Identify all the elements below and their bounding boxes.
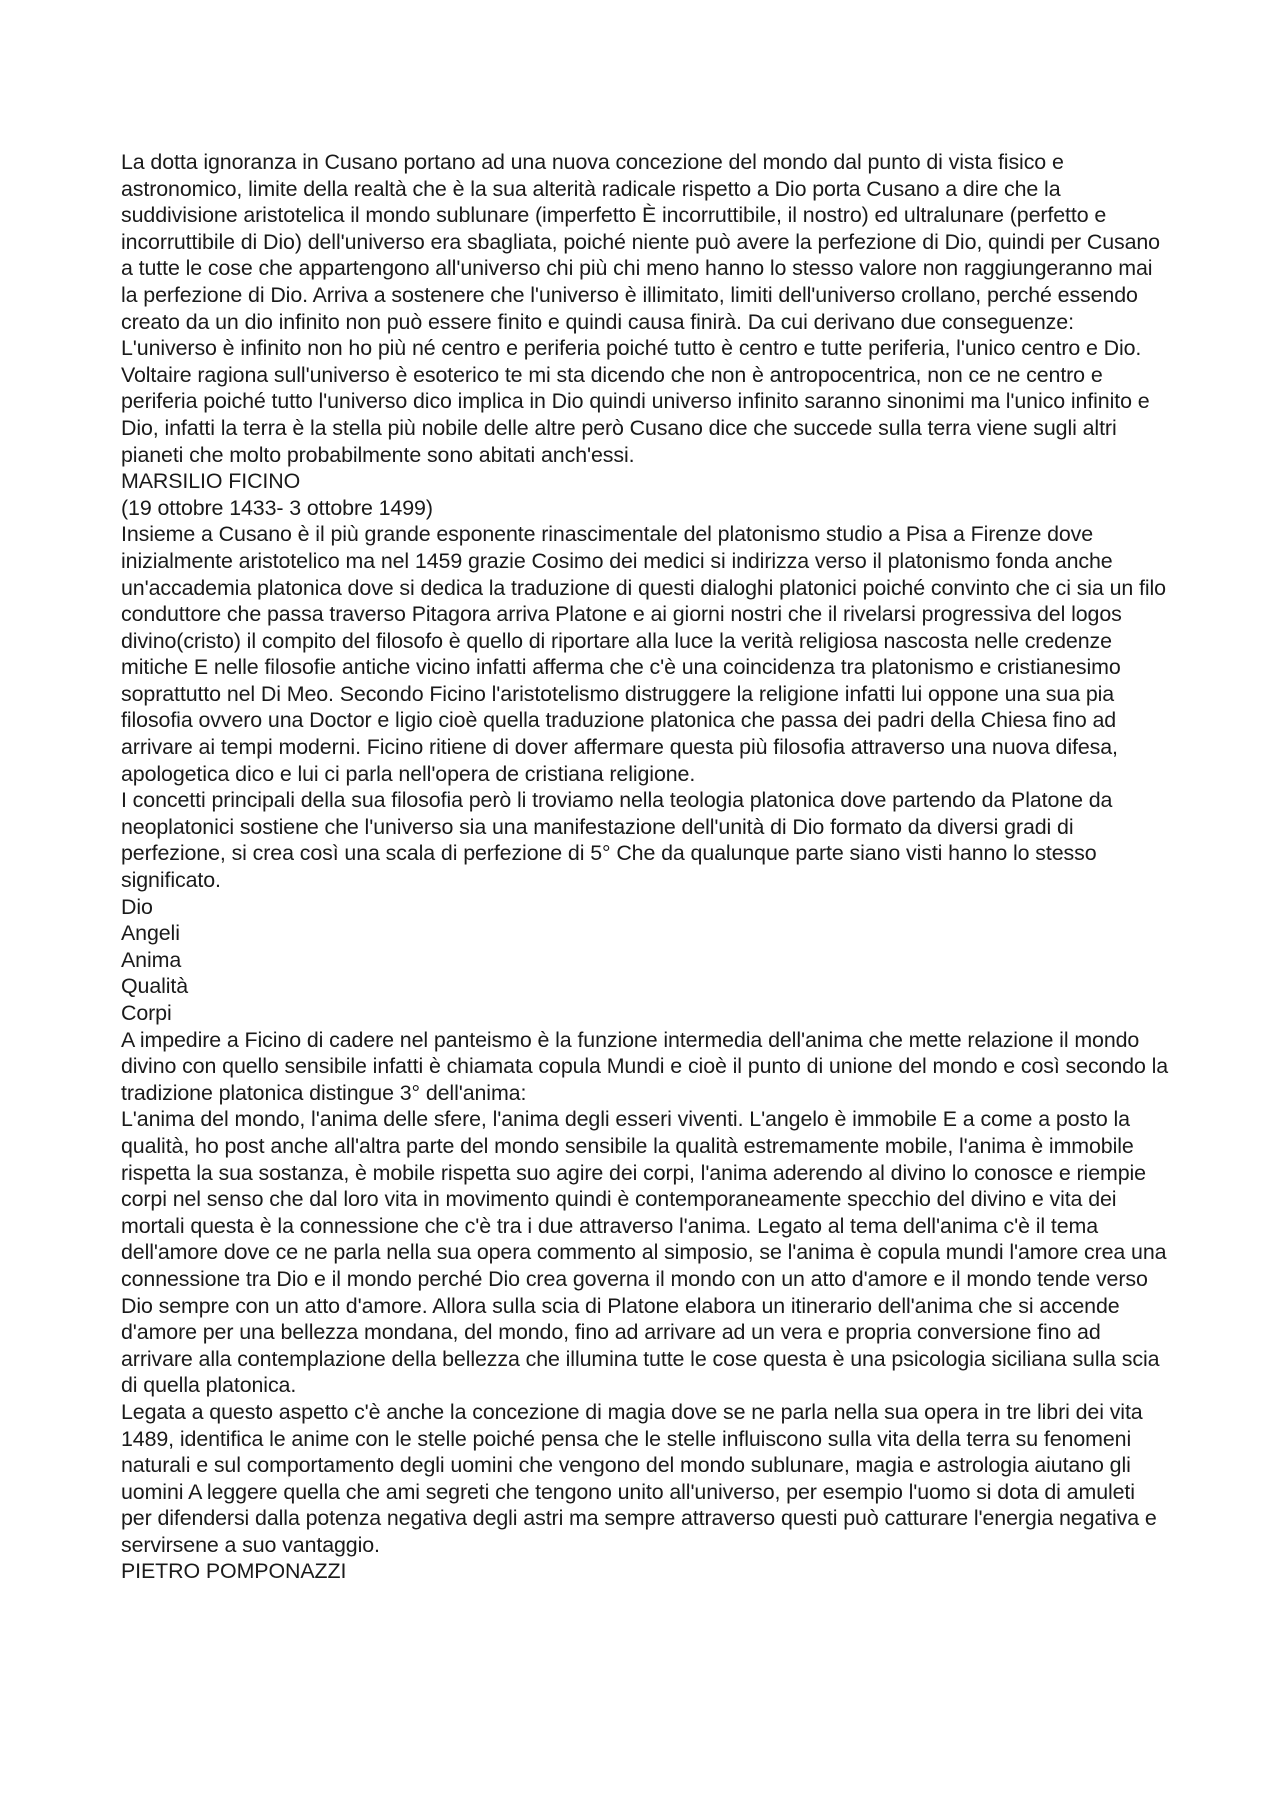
paragraph-cusano-cosmology: La dotta ignoranza in Cusano portano ad una nuova concezione del mondo dal punto di vista fisico e astronomico, limite della realtà che è la sua alterità radicale rispetto a Dio porta Cusano a dire che la suddivisione aristotelica il mondo sublunare (imperfetto È incorruttibile, il nostro) ed ultralunare (perfetto e incorruttibile di Dio) dell'universo era sbagliata, poiché niente può avere la perfezione di Dio, quindi per Cusano a tutte le cose che appartengono all'universo chi più chi meno hanno lo stesso valore non raggiungeranno mai la perfezione di Dio. Arriva a sostenere che l'universo è illimitato, limiti dell'universo crollano, perché essendo creato da un dio infinito non può essere finito e quindi causa finirà. Da cui derivano due conseguenze: L'universo è infinito non ho più né centro e periferia poiché tutto è centro e tutte periferia, l'unico centro e Dio.: [121, 150, 1160, 361]
paragraph-anima-amore: L'anima del mondo, l'anima delle sfere, l'anima degli esseri viventi. L'angelo è immobile E a come a posto la qualità, ho post anche all'altra parte del mondo sensibile la qualità estremamente mobile, l'anima è immobile rispetta la sua sostanza, è mobile rispetta suo agire dei corpi, l'anima aderendo al divino lo conosce e riempie corpi nel senso che dal loro vita in movimento quindi è contemporaneamente specchio del divino e vita dei mortali questa è la connessione che c'è tra i due attraverso l'anima. Legato al tema dell'anima c'è il tema dell'amore dove ce ne parla nella sua opera commento al simposio, se l'anima è copula mundi l'amore crea una connessione tra Dio e il mondo perché Dio crea governa il mondo con un atto d'amore e il mondo tende verso Dio sempre con un atto d'amore. Allora sulla scia di Platone elabora un itinerario dell'anima che si accende d'amore per una bellezza mondana, del mondo, fino ad arrivare ad un vera e propria conversione fino ad arrivare alla contemplazione della bellezza che illumina tutte le cose questa è una psicologia siciliana sulla scia di quella platonica.: [121, 1107, 1167, 1398]
list-item-qualita: Qualità: [121, 974, 189, 999]
section-heading-pomponazzi: PIETRO POMPONAZZI: [121, 1559, 347, 1584]
section-heading-ficino: MARSILIO FICINO: [121, 469, 301, 494]
list-item-dio: Dio: [121, 894, 153, 919]
paragraph-ficino-theology: I concetti principali della sua filosofia però li troviamo nella teologia platonica dove partendo da Platone da neoplatonici sostiene che l'universo sia una manifestazione dell'unità di Dio formato da diversi gradi di perfezione, si crea così una scala di perfezione di 5° Che da qualunque parte siano visti hanno lo stesso significato.: [121, 788, 1113, 893]
list-item-anima: Anima: [121, 947, 182, 972]
paragraph-magia: Legata a questo aspetto c'è anche la concezione di magia dove se ne parla nella sua opera in tre libri dei vita 1489, identifica le anime con le stelle poiché pensa che le stelle influiscono sulla vita della terra su fenomeni naturali e sul comportamento degli uomini che vengono del mondo sublunare, magia e astrologia aiutano gli uomini A leggere quella che ami segreti che tengono unito all'universo, per esempio l'uomo si dota di amuleti per difendersi dalla potenza negativa degli astri ma sempre attraverso questi può catturare l'energia negativa e servirsene a suo vantaggio.: [121, 1399, 1157, 1557]
paragraph-copula-mundi: A impedire a Ficino di cadere nel panteismo è la funzione intermedia dell'anima che mette relazione il mondo divino con quello sensibile infatti è chiamata copula Mundi e cioè il punto di unione del mondo e così secondo la tradizione platonica distingue 3° dell'anima:: [121, 1027, 1169, 1105]
ficino-dates: (19 ottobre 1433- 3 ottobre 1499): [121, 495, 433, 520]
paragraph-ficino-platonism: Insieme a Cusano è il più grande esponente rinascimentale del platonismo studio a Pisa a Firenze dove inizialmente aristotelico ma nel 1459 grazie Cosimo dei medici si indirizza verso il platonismo fonda anche un'accademia platonica dove si dedica la traduzione di questi dialoghi platonici poiché convinto che ci sia un filo conduttore che passa traverso Pitagora arriva Platone e ai giorni nostri che il rivelarsi progressiva del logos divino(cristo) il compito del filosofo è quello di riportare alla luce la verità religiosa nascosta nelle credenze mitiche E nelle filosofie antiche vicino infatti afferma che c'è una coincidenza tra platonismo e cristianesimo soprattutto nel Di Meo. Secondo Ficino l'aristotelismo distruggere la religione infatti lui oppone una sua pia filosofia ovvero una Doctor e ligio cioè quella traduzione platonica che passa dei padri della Chiesa fino ad arrivare ai tempi moderni. Ficino ritiene di dover affermare questa più filosofia attraverso una nuova difesa, apologetica dico e lui ci parla nell'opera de cristiana religione.: [121, 522, 1166, 786]
paragraph-cusano-universe: Voltaire ragiona sull'universo è esoterico te mi sta dicendo che non è antropocentrica, non ce ne centro e periferia poiché tutto l'universo dico implica in Dio quindi universo infinito saranno sinonimi ma l'unico infinito e Dio, infatti la terra è la stella più nobile delle altre però Cusano dice che succede sulla terra viene sugli altri pianeti che molto probabilmente sono abitati anch'essi.: [121, 362, 1150, 467]
list-item-angeli: Angeli: [121, 921, 180, 946]
document-body: [121, 149, 1171, 1585]
list-item-corpi: Corpi: [121, 1001, 172, 1025]
